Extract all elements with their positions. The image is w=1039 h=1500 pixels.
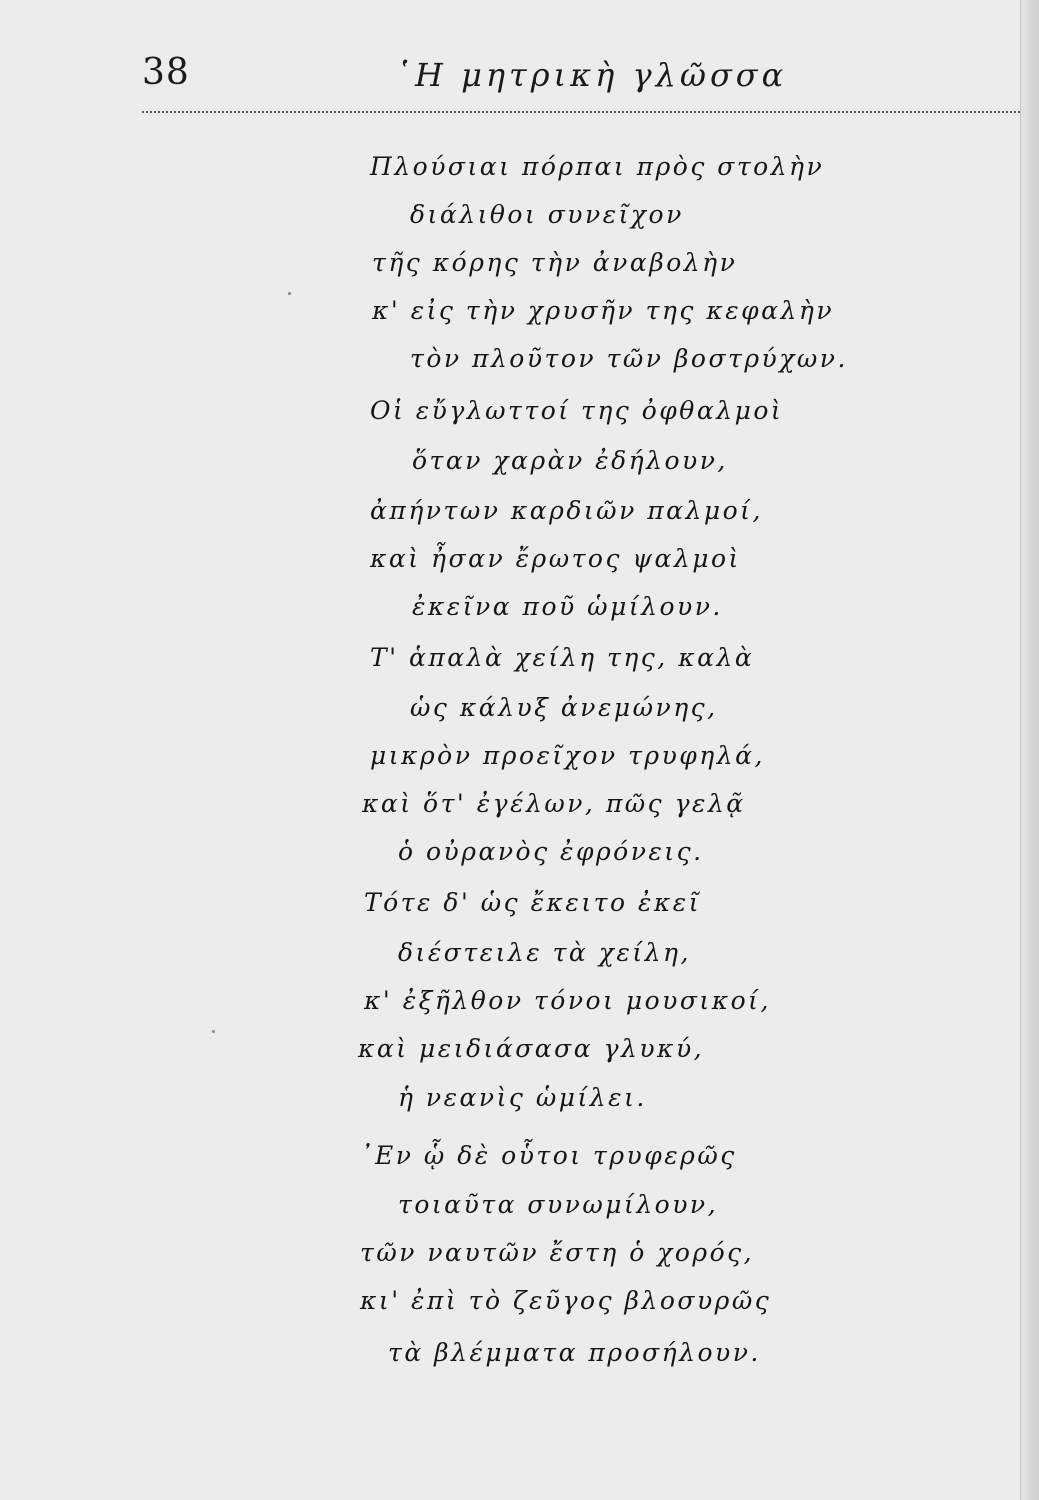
running-head: ῾Η μητρικὴ γλῶσσα xyxy=(395,56,788,94)
poem-line: τῆς κόρης τὴν ἀναβολὴν xyxy=(372,248,738,277)
poem-line: κ' εἰς τὴν χρυσῆν της κεφαλὴν xyxy=(372,296,835,325)
poem-line: Τ' ἁπαλὰ χείλη της, καλὰ xyxy=(370,643,755,672)
poem-line: κ' ἐξῆλθον τόνοι μουσικοί, xyxy=(364,986,771,1015)
poem-line: καὶ ἦσαν ἔρωτος ψαλμοὶ xyxy=(370,544,741,573)
poem-line: τοιαῦτα συνωμίλουν, xyxy=(398,1190,719,1219)
poem-line: Πλούσιαι πόρπαι πρὸς στολὴν xyxy=(370,152,825,181)
poem-line: τῶν ναυτῶν ἔστη ὁ χορός, xyxy=(360,1238,755,1267)
paper-speck xyxy=(288,292,291,295)
poem-line: ὡς κάλυξ ἀνεμώνης, xyxy=(410,693,718,722)
page-number: 38 xyxy=(142,52,190,93)
poem-line: Οἱ εὔγλωττοί της ὀφθαλμοὶ xyxy=(370,396,784,425)
poem-line: Τότε δ' ὡς ἔκειτο ἐκεῖ xyxy=(364,888,702,917)
poem-line: καὶ ὅτ' ἐγέλων, πῶς γελᾷ xyxy=(362,789,746,818)
poem-line: ἐκεῖνα ποῦ ὡμίλουν. xyxy=(412,592,723,621)
poem-line: καὶ μειδιάσασα γλυκύ, xyxy=(358,1034,705,1063)
poem-line: διέστειλε τὰ χείλη, xyxy=(398,938,691,967)
poem-line: ᾿Εν ᾧ δὲ οὗτοι τρυφερῶς xyxy=(360,1141,737,1170)
poem-line: διάλιθοι συνεῖχον xyxy=(410,200,684,229)
poem-line: μικρὸν προεῖχον τρυφηλά, xyxy=(370,741,765,770)
poem-line: τὸν πλοῦτον τῶν βοστρύχων. xyxy=(410,344,848,373)
poem-line: τὰ βλέμματα προσήλουν. xyxy=(388,1338,761,1367)
paper-speck xyxy=(212,1030,215,1033)
poem-line: ὁ οὐρανὸς ἐφρόνεις. xyxy=(398,837,704,866)
poem-line: ἡ νεανὶς ὡμίλει. xyxy=(398,1083,647,1112)
poem-line: ὅταν χαρὰν ἐδήλουν, xyxy=(412,446,728,475)
poem-line: ἀπήντων καρδιῶν παλμοί, xyxy=(370,496,763,525)
poem-line: κι' ἐπὶ τὸ ζεῦγος βλοσυρῶς xyxy=(360,1286,772,1315)
